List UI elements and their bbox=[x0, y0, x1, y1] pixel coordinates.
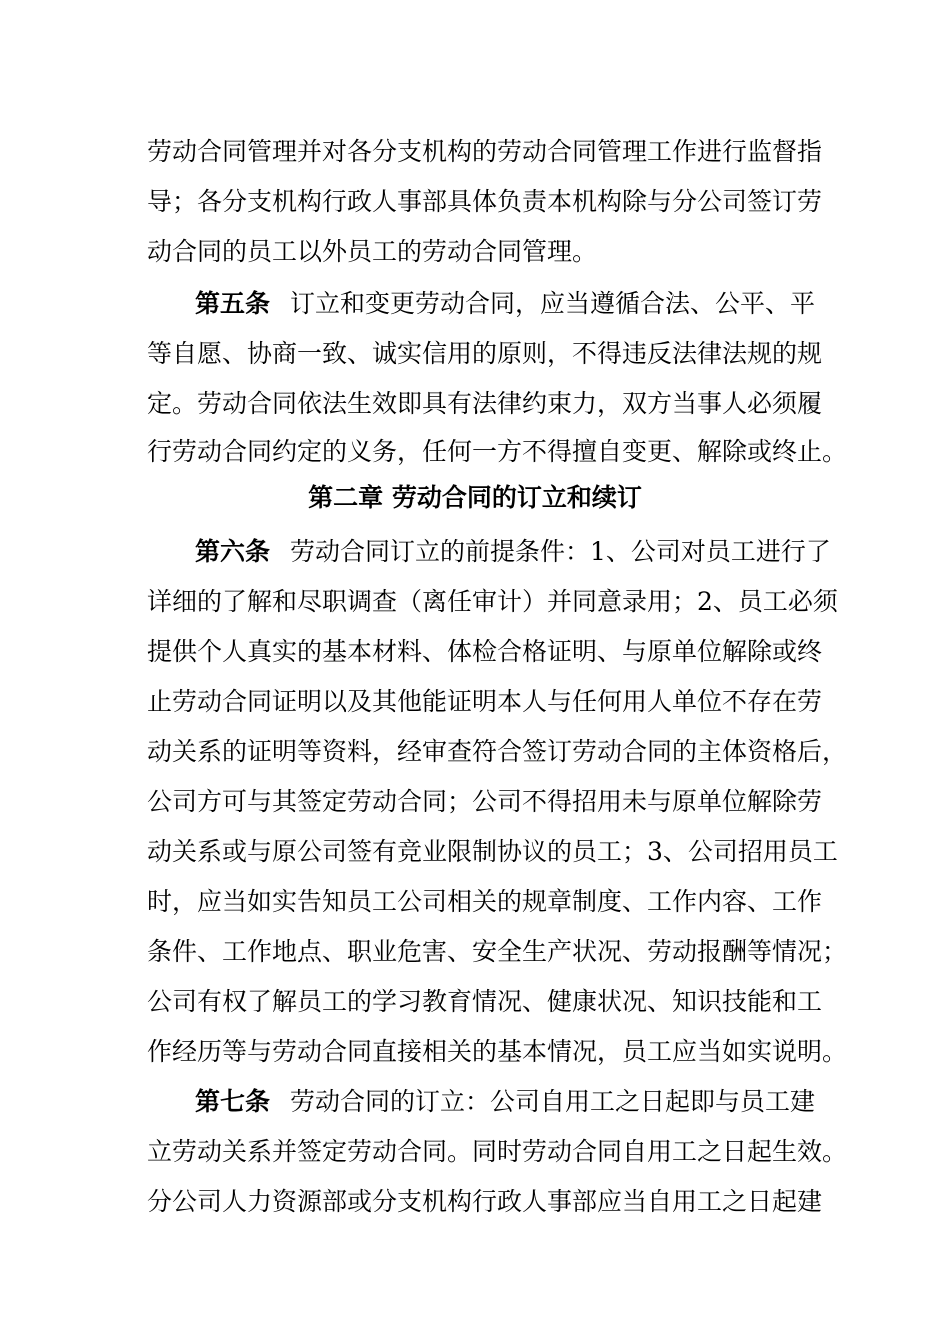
article-first-line bbox=[195, 536, 831, 568]
text-line: 等自愿、协商一致、诚实信用的原则，不得违反法律法规的规 bbox=[147, 339, 823, 368]
text-line: 动关系的证明等资料，经审查符合签订劳动合同的主体资格后， bbox=[147, 737, 848, 766]
text-line: 分公司人力资源部或分支机构行政人事部应当自用工之日起建 bbox=[147, 1187, 823, 1216]
chapter-heading: 第二章 劳动合同的订立和续订 bbox=[308, 483, 642, 512]
text-line: 作经历等与劳动合同直接相关的基本情况，员工应当如实说明。 bbox=[147, 1037, 848, 1066]
text-line: 公司有权了解员工的学习教育情况、健康状况、知识技能和工 bbox=[147, 987, 823, 1016]
text-line: 动合同的员工以外员工的劳动合同管理。 bbox=[147, 237, 598, 266]
text-line: 详细的了解和尽职调查（离任审计）并同意录用；2、员工必须 bbox=[147, 587, 838, 616]
text-line: 劳动合同管理并对各分支机构的劳动合同管理工作进行监督指 bbox=[147, 137, 823, 166]
text-line: 止劳动合同证明以及其他能证明本人与任何用人单位不存在劳 bbox=[147, 687, 823, 716]
text-line: 订立和变更劳动合同，应当遵循合法、公平、平 bbox=[290, 289, 816, 318]
text-line: 动关系或与原公司签有竞业限制协议的员工；3、公司招用员工 bbox=[147, 837, 838, 866]
text-line: 劳动合同订立的前提条件：1、公司对员工进行了 bbox=[290, 537, 831, 566]
article-first-line bbox=[195, 1086, 816, 1118]
text-line: 行劳动合同约定的义务，任何一方不得擅自变更、解除或终止。 bbox=[147, 437, 848, 466]
text-line: 条件、工作地点、职业危害、安全生产状况、劳动报酬等情况； bbox=[147, 937, 848, 966]
article-number: 第六条 bbox=[195, 537, 271, 566]
text-line: 导；各分支机构行政人事部具体负责本机构除与分公司签订劳 bbox=[147, 187, 823, 216]
text-line: 公司方可与其签定劳动合同；公司不得招用未与原单位解除劳 bbox=[147, 787, 823, 816]
article-first-line bbox=[195, 288, 816, 320]
article-number: 第五条 bbox=[195, 289, 271, 318]
text-line: 时，应当如实告知员工公司相关的规章制度、工作内容、工作 bbox=[147, 887, 823, 916]
article-number: 第七条 bbox=[195, 1087, 271, 1116]
text-line: 提供个人真实的基本材料、体检合格证明、与原单位解除或终 bbox=[147, 637, 823, 666]
text-line: 劳动合同的订立：公司自用工之日起即与员工建 bbox=[290, 1087, 816, 1116]
text-line: 立劳动关系并签定劳动合同。同时劳动合同自用工之日起生效。 bbox=[147, 1137, 848, 1166]
text-line: 定。劳动合同依法生效即具有法律约束力，双方当事人必须履 bbox=[147, 389, 823, 418]
